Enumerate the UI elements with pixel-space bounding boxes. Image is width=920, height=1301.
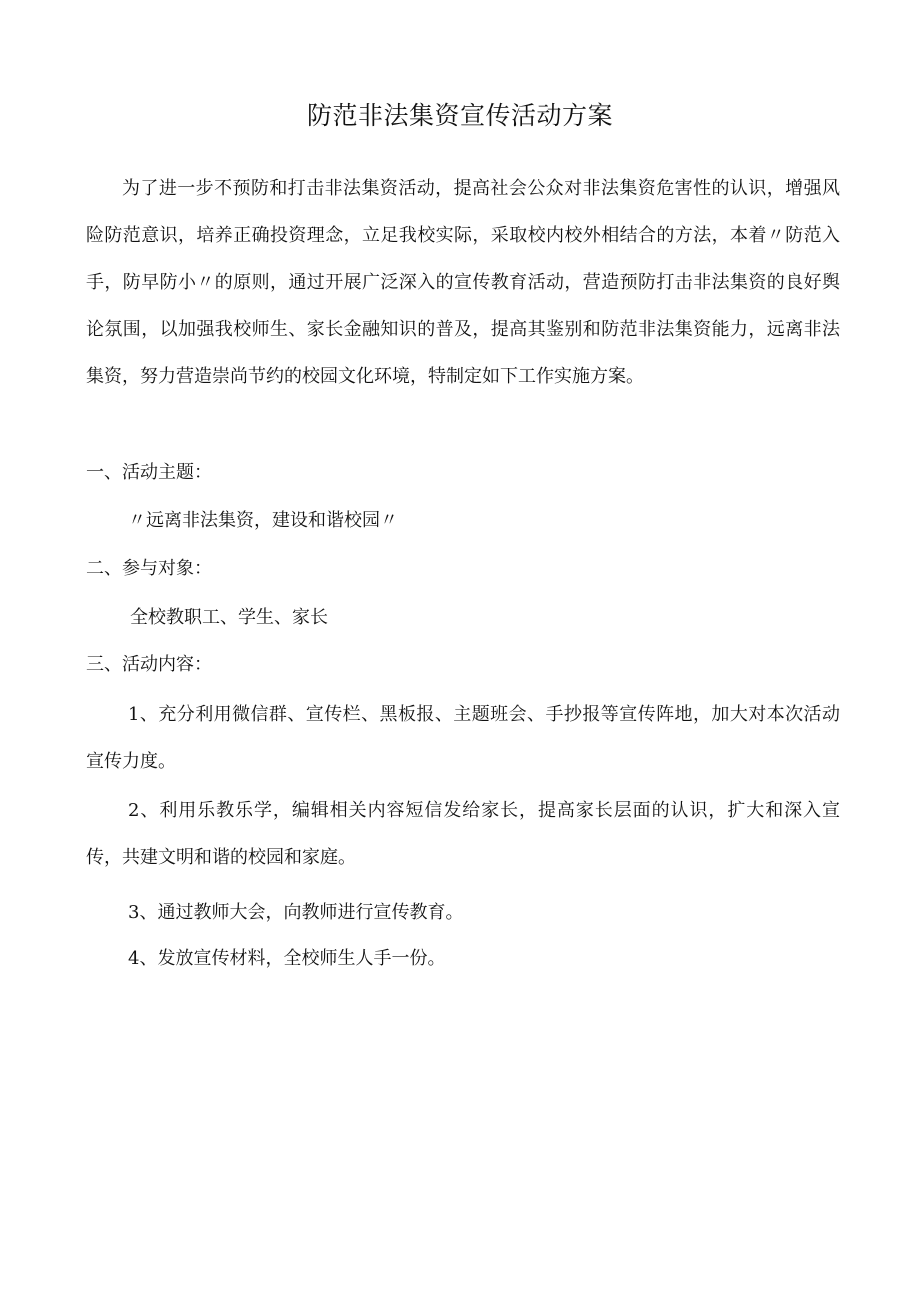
content-item-2: 2、利用乐教乐学，编辑相关内容短信发给家长，提高家长层面的认识，扩大和深入宣传，共建文明和谐的校园和家庭。: [86, 800, 840, 868]
document-title: 防范非法集资宣传活动方案: [306, 101, 613, 130]
section-heading-content: 三、活动内容：: [86, 654, 212, 675]
intro-paragraph: 为了进一步不预防和打击非法集资活动，提高社会公众对非法集资危害性的认识，增强风险防范意识，培养正确投资理念，立足我校实际，采取校内校外相结合的方法，本着〃防范入手，防早防小〃的原则，通过开展广泛深入的宣传教育活动，营造预防打击非法集资的良好舆论氛围，以加强我校师生、家长金融知识的普及，提高其鉴别和防范非法集资能力，远离非法集资，努力营造崇尚节约的校园文化环境，特制定如下工作实施方案。: [86, 178, 840, 387]
section-content-theme: 〃远离非法集资，建设和谐校园〃: [128, 510, 398, 531]
content-item-3: 3、通过教师大会，向教师进行宣传教育。: [128, 902, 464, 923]
content-item-1: 1、充分利用微信群、宣传栏、黑板报、主题班会、手抄报等宣传阵地，加大对本次活动宣传力度。: [86, 704, 840, 772]
section-content-participants: 全校教职工、学生、家长: [130, 607, 328, 628]
section-heading-theme: 一、活动主题：: [86, 462, 212, 483]
section-heading-participants: 二、参与对象：: [86, 558, 212, 579]
content-item-4: 4、发放宣传材料，全校师生人手一份。: [128, 948, 446, 969]
